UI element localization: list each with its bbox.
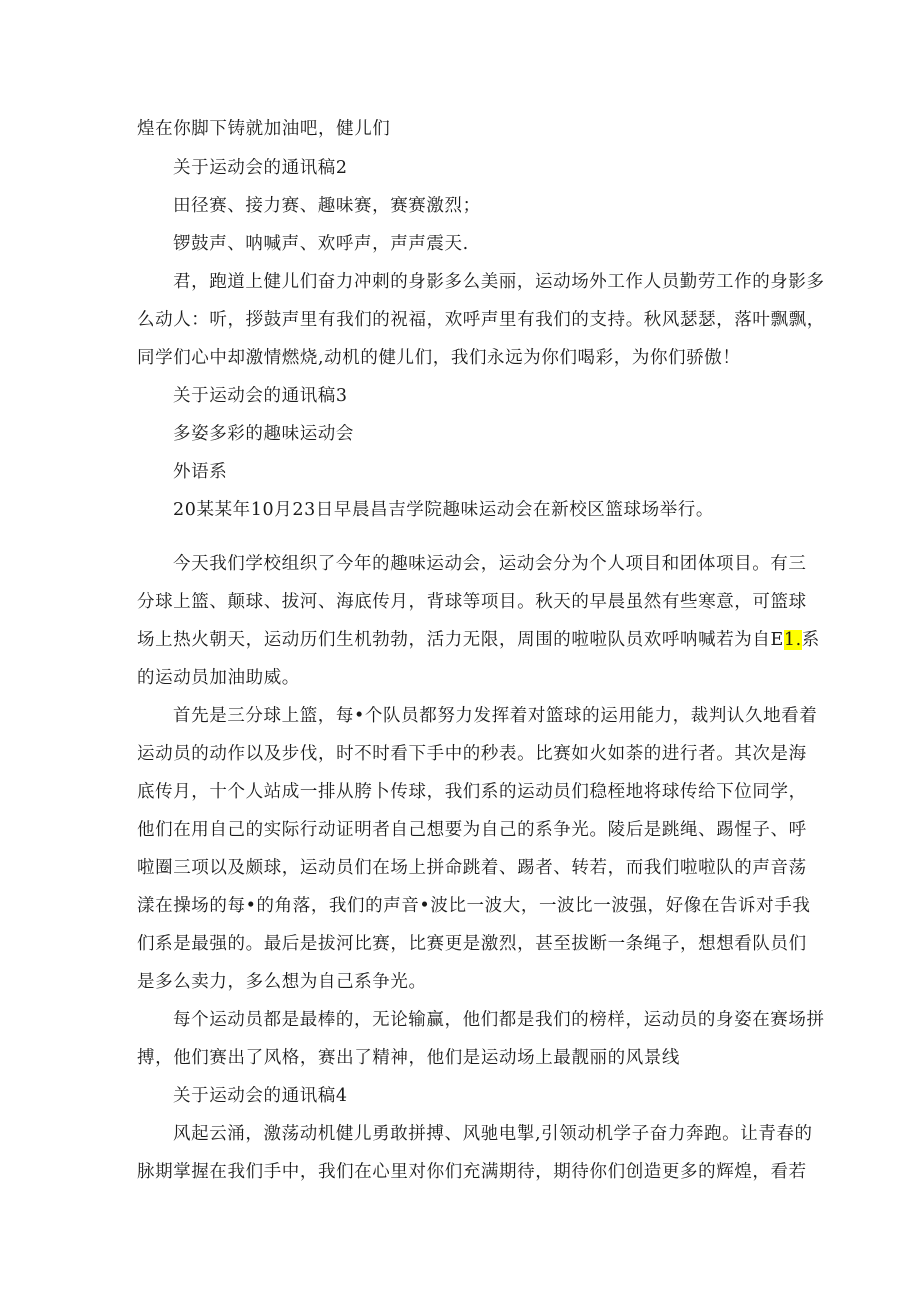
paragraph-line: 们系是最强的。最后是拔河比赛，比赛更是激烈，甚至拔断一条绳子，想想看队员们 [137, 934, 807, 954]
section-heading: 关于运动会的通讯稿2 [173, 158, 348, 178]
paragraph-line [137, 629, 820, 651]
paragraph-line: 田径赛、接力赛、趣味赛，赛赛激烈； [173, 196, 481, 216]
highlighted-text: 1. [783, 630, 802, 650]
paragraph-line: 搏，他们赛出了风格，赛出了精神，他们是运动场上最靓丽的风景线 [137, 1048, 680, 1068]
line-text: 系 [801, 630, 820, 650]
paragraph-line: 分球上篮、颠球、拔河、海底传月，背球等项目。秋天的早晨虽然有些寒意，可篮球 [137, 592, 807, 612]
paragraph-line: 风起云涌，激荡动机健儿勇敢拼搏、风驰电掣,引领动机学子奋力奔跑。让青春的 [173, 1124, 813, 1144]
article-byline: 外语系 [173, 462, 228, 482]
paragraph-line: 20某某年10月23日早晨昌吉学院趣味运动会在新校区篮球场举行。 [173, 500, 715, 520]
paragraph-line: 每个运动员都是最棒的，无论输赢，他们都是我们的榜样，运动员的身姿在赛场拼 [173, 1010, 825, 1030]
paragraph-line: 的运动员加油助威。 [137, 668, 300, 688]
paragraph-line: 运动员的动作以及步伐，时不时看下手中的秒表。比赛如火如荼的进行者。其次是海 [137, 744, 807, 764]
line-text: 场上热火朝天，运动历们生机勃勃，活力无限，周围的啦啦队员欢呼呐喊若为自E [137, 630, 784, 650]
paragraph-line: 么动人：听，拶鼓声里有我们的祝福，欢呼声里有我们的支持。秋风瑟瑟，落叶飘飘， [137, 310, 825, 330]
paragraph-line: 首先是三分球上篮，每•个队员都努力发挥着对篮球的运用能力，裁判认久地看着 [173, 706, 818, 726]
paragraph-line: 煌在你脚下铸就加油吧，健儿们 [137, 119, 391, 139]
paragraph-line: 漾在操场的每•的角落，我们的声音•波比一波大，一波比一波强，好像在告诉对手我 [137, 896, 811, 916]
section-heading: 关于运动会的通讯稿3 [173, 386, 348, 406]
section-heading: 关于运动会的通讯稿4 [173, 1086, 348, 1106]
paragraph-line: 底传月，十个人站成一排从胯卜传球，我们系的运动员们稳桎地将球传给下位同学， [137, 782, 807, 802]
paragraph-line: 他们在用自己的实际行动证明者自己想要为自己的系争光。陵后是跳绳、踢惺子、呼 [137, 820, 807, 840]
paragraph-line: 脉期掌握在我们手中，我们在心里对你们充满期待，期待你们创造更多的辉煌，看若 [137, 1162, 807, 1182]
paragraph-line: 锣鼓声、呐喊声、欢呼声，声声震天. [173, 234, 469, 254]
paragraph-line: 啦圈三项以及颇球，运动员们在场上拼命跳着、踢者、转若，而我们啦啦队的声音荡 [137, 858, 807, 878]
paragraph-line: 今天我们学校组织了今年的趣味运动会，运动会分为个人项目和团体项目。有三 [173, 554, 807, 574]
paragraph-line: 同学们心中却激情燃烧,动机的健儿们，我们永远为你们喝彩，为你们骄傲！ [137, 348, 741, 368]
paragraph-line: 是多么卖力，多么想为自己系争光。 [137, 972, 427, 992]
article-title: 多姿多彩的趣味运动会 [173, 424, 354, 444]
paragraph-line: 君，跑道上健儿们奋力冲刺的身影多么美丽，运动场外工作人员勤劳工作的身影多 [173, 272, 825, 292]
